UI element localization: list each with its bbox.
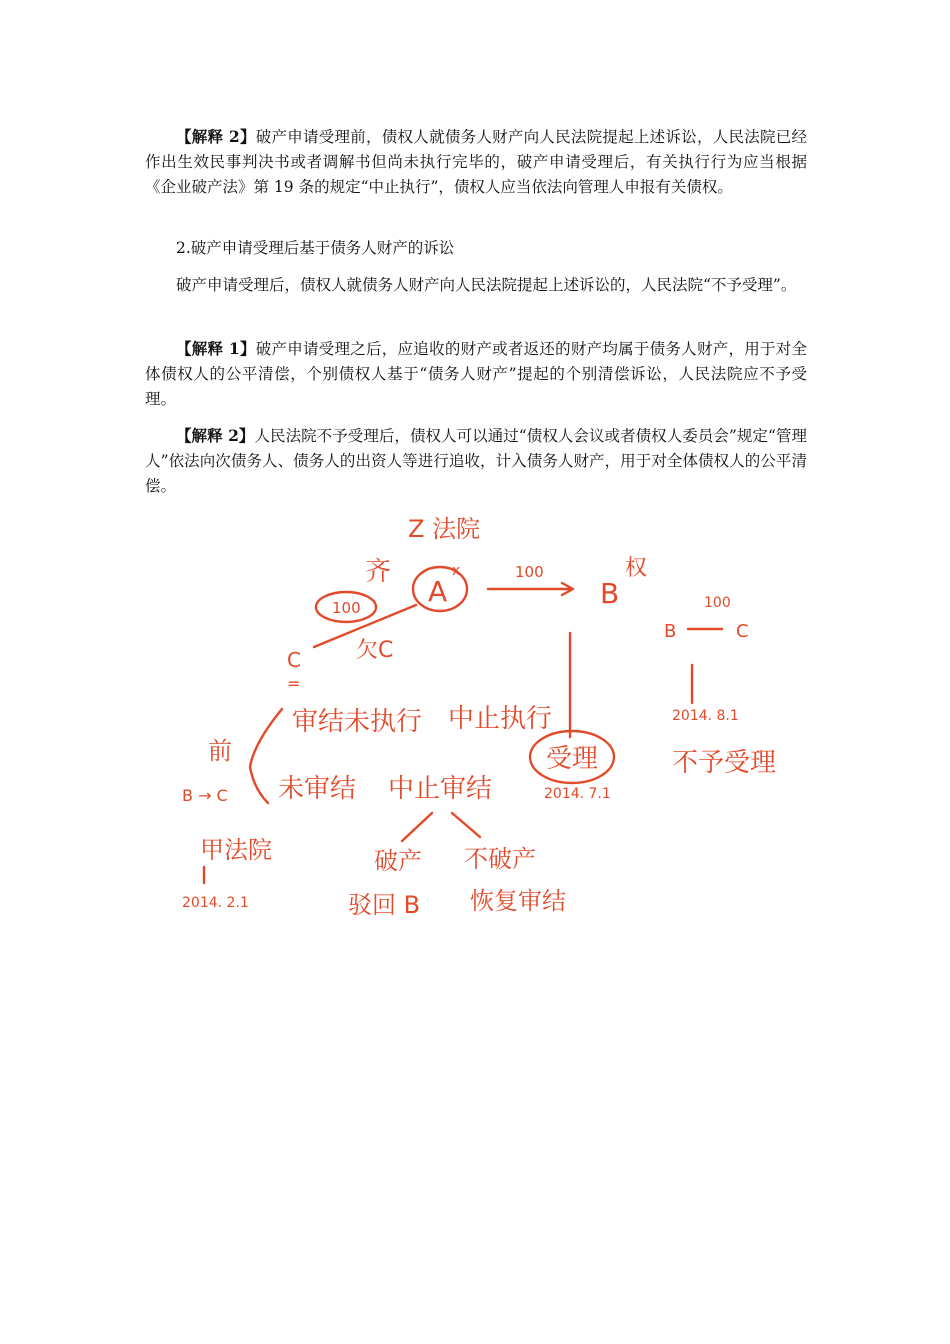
label-amount-right: 100 bbox=[704, 595, 731, 611]
paragraph-text: 人民法院不予受理后，债权人可以通过“债权人会议或者债权人委员会”规定“管理人”依法向次债务人、债务人的出资人等进行追收，计入债务人财产，用于对全体债权人的公平清偿。 bbox=[145, 427, 808, 495]
label-date-right: 2014. 8.1 bbox=[672, 708, 739, 724]
explanation-label: 【解释 2】 bbox=[176, 426, 255, 445]
label-debtor-mark: x bbox=[452, 563, 461, 579]
paragraph-text: 破产申请受理后，债权人就债务人财产向人民法院提起上述诉讼的，人民法院“不予受理”。 bbox=[176, 276, 797, 294]
paragraph-text: 破产申请受理前，债权人就债务人财产向人民法院提起上述诉讼，人民法院已经作出生效民事判决书或者调解书但尚未执行完毕的，破产申请受理后，有关执行行为应当根据《企业破产法》第 19 条的规定“中止执行”，债权人应当依法向管理人申报有关债权。 bbox=[145, 128, 807, 196]
label-qian-c: 欠C bbox=[356, 638, 394, 663]
arrow-a-to-b bbox=[488, 583, 573, 595]
label-debtor-a: A bbox=[428, 575, 448, 608]
label-suspend-execution: 中止执行 bbox=[448, 704, 553, 734]
label-not-bankrupt: 不破产 bbox=[464, 845, 536, 873]
paragraph-explanation-2-after bbox=[145, 423, 807, 499]
label-b-right: B bbox=[600, 577, 620, 610]
paragraph-explanation-1 bbox=[145, 336, 807, 412]
label-suspend-trial: 中止审结 bbox=[388, 774, 493, 804]
label-b-right-bottom: B bbox=[664, 621, 677, 642]
label-not-accepted: 不予受理 bbox=[672, 748, 777, 778]
label-resume-trial: 恢复审结 bbox=[470, 887, 566, 915]
label-bankrupt: 破产 bbox=[374, 847, 422, 875]
paragraph-rule bbox=[145, 273, 807, 298]
lines-branch bbox=[402, 813, 480, 841]
label-amount-top: 100 bbox=[515, 563, 544, 581]
paragraph-text: 破产申请受理之后，应追收的财产或者返还的财产均属于债务人财产，用于对全体债权人的公平清偿，个别债权人基于“债务人财产”提起的个别清偿诉讼，人民法院应不予受理。 bbox=[145, 340, 807, 408]
label-date-accept: 2014. 7.1 bbox=[544, 786, 611, 802]
explanation-label: 【解释 1】 bbox=[176, 339, 256, 358]
handwritten-diagram bbox=[170, 505, 780, 930]
label-court-z: Z 法院 bbox=[408, 515, 481, 543]
label-amount-circle: 100 bbox=[332, 599, 361, 617]
label-accepted: 受理 bbox=[546, 744, 599, 774]
section-heading-text: 2.破产申请受理后基于债务人财产的诉讼 bbox=[176, 239, 455, 257]
label-equals: = bbox=[287, 674, 301, 693]
explanation-label: 【解释 2】 bbox=[176, 127, 256, 146]
label-judged-unexecuted: 审结未执行 bbox=[292, 707, 423, 737]
label-date-left: 2014. 2.1 bbox=[182, 895, 249, 911]
label-b-quan: 权 bbox=[625, 556, 648, 581]
label-c-left: C bbox=[287, 648, 301, 672]
label-c-right: C bbox=[736, 621, 749, 642]
label-b-to-c-left: B → C bbox=[182, 786, 228, 805]
paragraph-explanation-2-before bbox=[145, 124, 807, 200]
label-before: 前 bbox=[208, 737, 232, 765]
section-heading bbox=[145, 236, 807, 261]
label-not-concluded: 未审结 bbox=[278, 774, 357, 804]
label-reject-b: 驳回 B bbox=[348, 891, 421, 919]
label-court-jia: 甲法院 bbox=[200, 836, 272, 864]
label-bankruptcy-mark: 齐 bbox=[365, 557, 392, 587]
